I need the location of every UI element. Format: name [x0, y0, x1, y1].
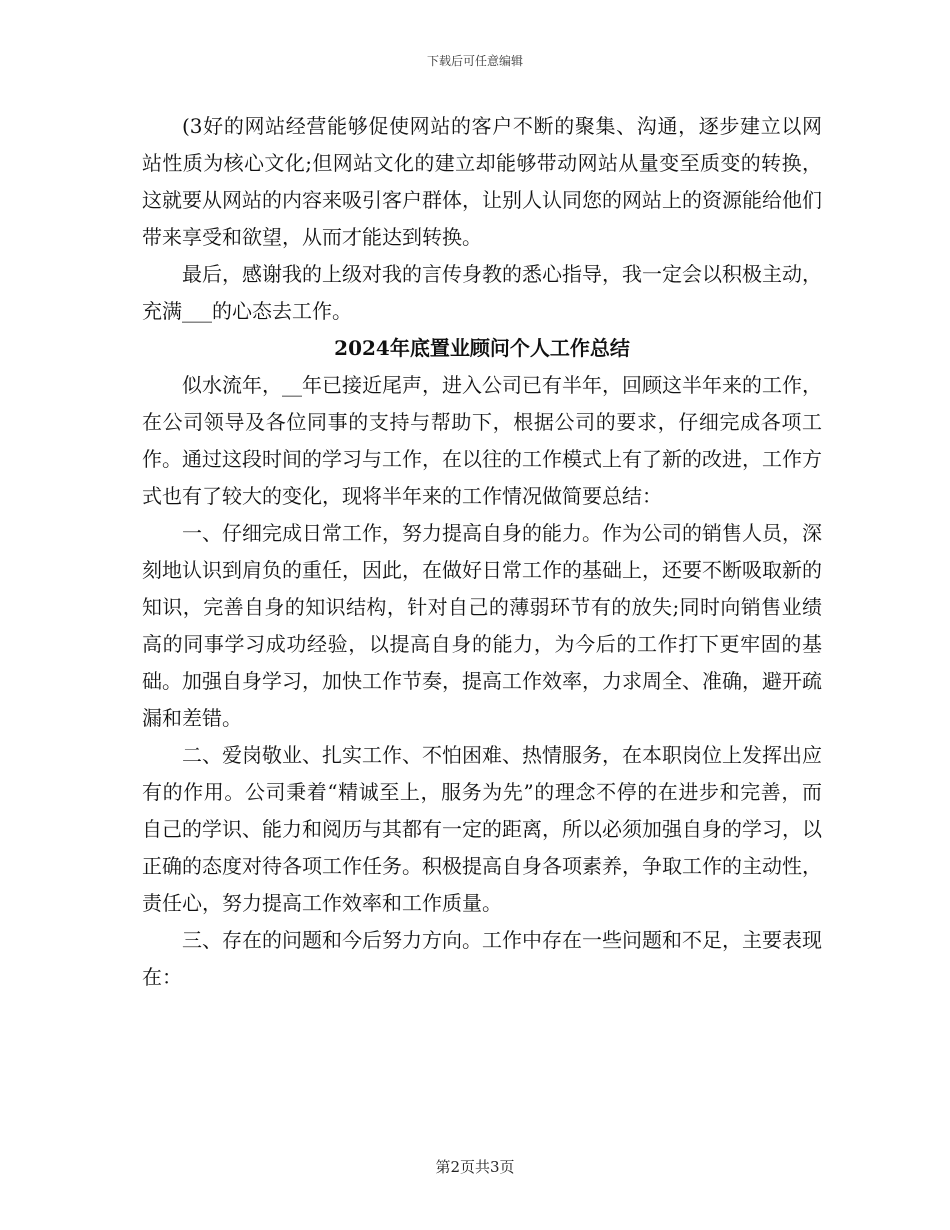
paragraph-intro: 似水流年，__年已接近尾声，进入公司已有半年，回顾这半年来的工作，在公司领导及各位同事的支持与帮助下，根据公司的要求，仔细完成各项工作。通过这段时间的学习与工作，在以往的工作模式上有了新的改进，工作方式也有了较大的变化，现将半年来的工作情况做简要总结：: [142, 373, 822, 508]
page-number: 第2页共3页: [435, 1158, 515, 1176]
section-title: 2024年底置业顾问个人工作总结: [334, 336, 630, 360]
paragraph-point-two: 二、爱岗敬业、扎实工作、不怕困难、热情服务，在本职岗位上发挥出应有的作用。公司秉着“精诚至上，服务为先”的理念不停的在进步和完善，而自己的学识、能力和阅历与其都有一定的距离，所以必须加强自身的学习，以正确的态度对待各项工作任务。积极提高自身各项素养，争取工作的主动性，责任心，努力提高工作效率和工作质量。: [142, 743, 822, 915]
paragraph-website-culture: (3好的网站经营能够促使网站的客户不断的聚集、沟通，逐步建立以网站性质为核心文化;但网站文化的建立却能够带动网站从量变至质变的转换，这就要从网站的内容来吸引客户群体，让别人认同您的网站上的资源能给他们带来享受和欲望，从而才能达到转换。: [142, 114, 822, 249]
paragraph-point-three: 三、存在的问题和今后努力方向。工作中存在一些问题和不足，主要表现在：: [142, 928, 822, 989]
page-header: 下载后可任意编辑: [426, 54, 523, 68]
paragraph-thanks: 最后，感谢我的上级对我的言传身教的悉心指导，我一定会以积极主动，充满___的心态去工作。: [142, 262, 822, 323]
document-body: [142, 108, 822, 996]
paragraph-point-one: 一、仔细完成日常工作，努力提高自身的能力。作为公司的销售人员，深刻地认识到肩负的重任，因此，在做好日常工作的基础上，还要不断吸取新的知识，完善自身的知识结构，针对自己的薄弱环节有的放失;同时向销售业绩高的同事学习成功经验，以提高自身的能力，为今后的工作打下更牢固的基础。加强自身学习，加快工作节奏，提高工作效率，力求周全、准确，避开疏漏和差错。: [142, 521, 822, 730]
